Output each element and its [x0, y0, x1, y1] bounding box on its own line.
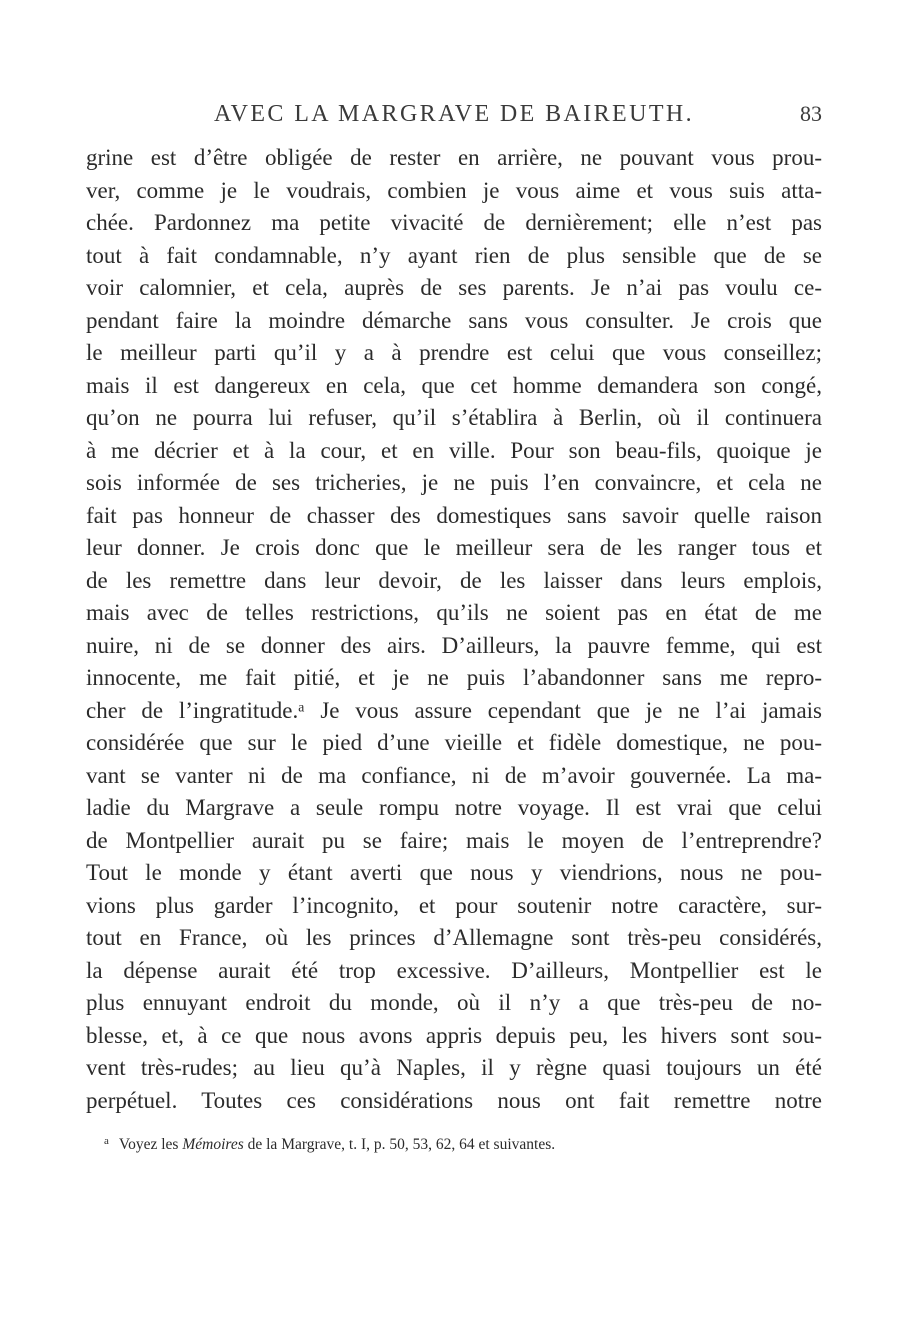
text-line: sois informée de ses tricheries, je ne puis l’en convaincre, et cela ne [86, 470, 822, 495]
running-head [86, 98, 822, 130]
text-line: blesse, et, à ce que nous avons appris depuis peu, les hivers sont sou- [86, 1022, 822, 1048]
text-line: mais il est dangereux en cela, que cet homme demandera son congé, [86, 372, 822, 398]
text-line: tout en France, où les princes d’Allemagne sont très-peu considérés, [86, 925, 822, 950]
text-line: voir calomnier, et cela, auprès de ses parents. Je n’ai pas voulu ce- [86, 275, 822, 300]
text-line: de les remettre dans leur devoir, de les laisser dans leurs emplois, [86, 567, 822, 593]
text-line: pendant faire la moindre démarche sans vous consulter. Je crois que [86, 307, 822, 333]
page-number: 83 [800, 101, 822, 126]
text-line: cher de l’ingratitude.ᵃ Je vous assure cependant que je ne l’ai jamais [86, 697, 822, 723]
text-line: de Montpellier aurait pu se faire; mais le moyen de l’entreprendre? [86, 827, 822, 853]
text-line: à me décrier et à la cour, et en ville. Pour son beau-fils, quoique je [86, 437, 822, 463]
text-line: considérée que sur le pied d’une vieille et fidèle domestique, ne pou- [86, 730, 822, 755]
text-line: plus ennuyant endroit du monde, où il n’y a que très-peu de no- [86, 990, 822, 1015]
text-line: vant se vanter ni de ma confiance, ni de m’avoir gouvernée. La ma- [86, 762, 822, 788]
text-line: tout à fait condamnable, n’y ayant rien de plus sensible que de se [86, 242, 822, 268]
text-line: Tout le monde y étant averti que nous y viendrions, nous ne pou- [86, 860, 822, 885]
footnote-italic-title: Mémoires [182, 1136, 244, 1153]
text-line: mais avec de telles restrictions, qu’ils ne soient pas en état de me [86, 600, 822, 625]
footnote-reference: de la Margrave, t. I, p. 50, 53, 62, 64 et suivantes. [247, 1136, 556, 1153]
text-line: qu’on ne pourra lui refuser, qu’il s’établira à Berlin, où il continuera [86, 405, 822, 430]
text-line: ladie du Margrave a seule rompu notre voyage. Il est vrai que celui [86, 795, 822, 820]
text-line: vent très-rudes; au lieu qu’à Naples, il y règne quasi toujours un été [86, 1055, 822, 1080]
text-line: leur donner. Je crois donc que le meilleur sera de les ranger tous et [86, 535, 822, 560]
text-line: chée. Pardonnez ma petite vivacité de dernièrement; elle n’est pas [86, 210, 822, 235]
body-text [86, 142, 822, 1117]
text-line: le meilleur parti qu’il y a à prendre est celui que vous conseillez; [86, 340, 822, 365]
running-title: AVEC LA MARGRAVE DE BAIREUTH. [213, 101, 695, 127]
footnote-marker: a [104, 1135, 109, 1147]
footnote-prefix: Voyez les [118, 1136, 179, 1153]
text-line: ver, comme je le voudrais, combien je vous aime et vous suis atta- [86, 177, 822, 203]
text-line: vions plus garder l’incognito, et pour soutenir notre caractère, sur- [86, 892, 822, 918]
text-line: perpétuel. Toutes ces considérations nous ont fait remettre notre [86, 1087, 822, 1113]
text-line: la dépense aurait été trop excessive. D’ailleurs, Montpellier est le [86, 957, 822, 983]
text-line: fait pas honneur de chasser des domestiques sans savoir quelle raison [86, 502, 822, 528]
text-line: nuire, ni de se donner des airs. D’ailleurs, la pauvre femme, qui est [86, 632, 822, 658]
text-line: innocente, me fait pitié, et je ne puis l’abandonner sans me repro- [86, 665, 822, 690]
footnote [104, 1130, 824, 1156]
text-line: grine est d’être obligée de rester en arrière, ne pouvant vous prou- [86, 145, 822, 170]
